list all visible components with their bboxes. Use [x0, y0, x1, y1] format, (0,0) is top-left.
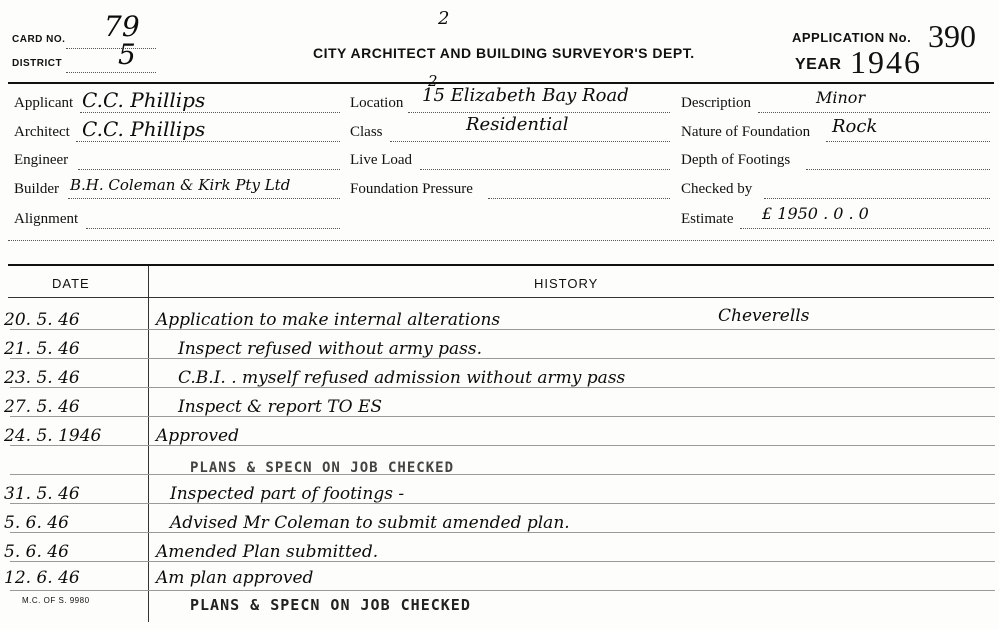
- card-no-value: 79: [104, 10, 140, 43]
- history-date: 24. 5. 1946: [4, 426, 102, 446]
- history-text: Inspect & report TO ES: [178, 397, 383, 417]
- history-date: 5. 6. 46: [4, 542, 69, 562]
- history-date: 20. 5. 46: [4, 310, 80, 330]
- class-label: Class: [350, 124, 383, 140]
- history-text: Application to make internal alterations: [156, 310, 501, 330]
- history-text: Approved: [156, 426, 239, 446]
- location-value: 15 Elizabeth Bay Road: [422, 85, 629, 106]
- history-date: 12. 6. 46: [4, 568, 80, 588]
- history-text: Inspect refused without army pass.: [178, 339, 483, 359]
- year-value: 1946: [850, 44, 922, 80]
- stamp-plans-checked: PLANS & SPECN ON JOB CHECKED: [190, 596, 471, 614]
- class-value: Residential: [466, 114, 569, 135]
- location-mark: 2: [428, 72, 438, 90]
- year-label: YEAR: [795, 56, 842, 73]
- history-text: Advised Mr Coleman to submit amended plan.: [170, 513, 570, 533]
- alignment-label: Alignment: [14, 211, 79, 227]
- application-value: 390: [928, 18, 976, 54]
- description-label: Description: [681, 95, 751, 111]
- history-date: 31. 5. 46: [4, 484, 80, 504]
- foundation-pressure-label: Foundation Pressure: [350, 181, 473, 197]
- applicant-value: C.C. Phillips: [82, 88, 206, 112]
- architect-label: Architect: [14, 124, 70, 140]
- depth-of-footings-label: Depth of Footings: [681, 152, 791, 168]
- builder-value: B.H. Coleman & Kirk Pty Ltd: [70, 176, 291, 194]
- history-text: C.B.I. . myself refused admission without army pass: [178, 368, 626, 388]
- history-extra: Cheverells: [718, 306, 810, 326]
- nature-of-foundation-label: Nature of Foundation: [681, 124, 811, 140]
- department-title: CITY ARCHITECT AND BUILDING SURVEYOR'S DEPT.: [313, 45, 695, 61]
- estimate-label: Estimate: [681, 211, 734, 227]
- live-load-label: Live Load: [350, 152, 413, 168]
- history-text: Am plan approved: [156, 568, 314, 588]
- architect-value: C.C. Phillips: [82, 117, 206, 141]
- history-text: Amended Plan submitted.: [156, 542, 379, 562]
- engineer-label: Engineer: [14, 152, 69, 168]
- date-column-header: DATE: [52, 276, 90, 291]
- district-label: DISTRICT: [12, 58, 63, 69]
- top-mark: 2: [438, 8, 450, 29]
- card-no-label: CARD NO.: [12, 34, 66, 45]
- location-label: Location: [350, 95, 404, 111]
- nature-of-foundation-value: Rock: [832, 116, 878, 137]
- estimate-value: £ 1950 . 0 . 0: [762, 204, 869, 223]
- history-date: 27. 5. 46: [4, 397, 80, 417]
- checked-by-label: Checked by: [681, 181, 753, 197]
- history-date: 5. 6. 46: [4, 513, 69, 533]
- printer-mark: M.C. OF S. 9980: [22, 596, 90, 605]
- stamp-plans-checked: PLANS & SPECN ON JOB CHECKED: [190, 460, 455, 476]
- history-date: 23. 5. 46: [4, 368, 80, 388]
- history-column-header: HISTORY: [534, 276, 599, 291]
- history-text: Inspected part of footings -: [170, 484, 405, 504]
- district-value: 5: [118, 38, 136, 71]
- applicant-label: Applicant: [14, 95, 74, 111]
- description-value: Minor: [816, 88, 866, 107]
- application-label: APPLICATION No.: [792, 30, 912, 45]
- builder-label: Builder: [14, 181, 59, 197]
- history-date: 21. 5. 46: [4, 339, 80, 359]
